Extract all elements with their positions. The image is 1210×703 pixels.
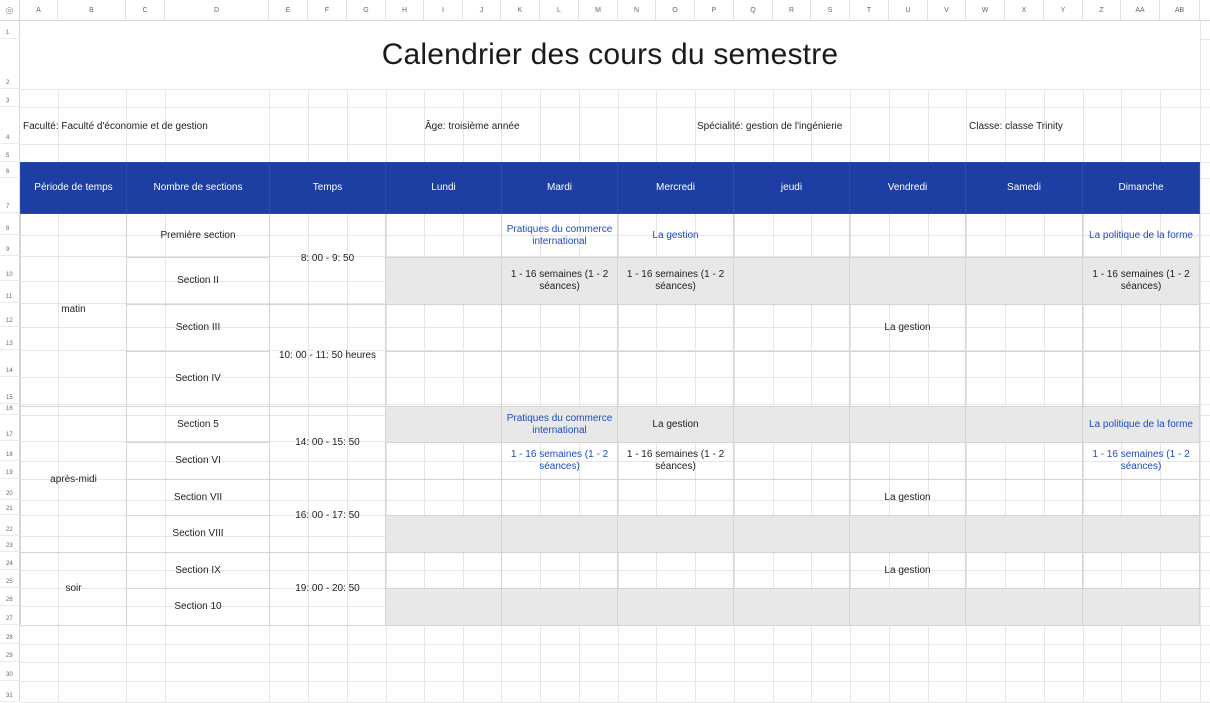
row-header-17[interactable]: 17 [0, 415, 20, 441]
row-header-22[interactable]: 22 [0, 515, 20, 536]
row-header-2[interactable]: 2 [0, 39, 20, 89]
header-friday[interactable]: Vendredi [850, 163, 966, 214]
course-cell[interactable]: Pratiques du commerce international [502, 407, 618, 443]
row-header-28[interactable]: 28 [0, 625, 20, 644]
cell[interactable] [1083, 516, 1200, 553]
cell[interactable] [502, 305, 618, 352]
header-period[interactable]: Période de temps [21, 163, 127, 214]
cell[interactable] [966, 258, 1083, 305]
select-all-corner[interactable]: ◎ [0, 0, 20, 21]
grid-line [20, 107, 1210, 108]
column-header-w[interactable]: W [966, 0, 1005, 21]
header-sections[interactable]: Nombre de sections [127, 163, 270, 214]
time-cell[interactable]: 10: 00 - 11: 50 heures [270, 305, 386, 407]
cell[interactable] [618, 305, 734, 352]
cell[interactable] [502, 589, 618, 626]
cell[interactable] [850, 516, 966, 553]
row-header-15[interactable]: 15 [0, 377, 20, 404]
course-cell[interactable]: La gestion [850, 553, 966, 589]
grid-line [20, 144, 1210, 145]
row-header-5[interactable]: 5 [0, 144, 20, 162]
column-header-m[interactable]: M [579, 0, 618, 21]
column-header-r[interactable]: R [773, 0, 811, 21]
section-cell[interactable]: Section 10 [127, 589, 270, 626]
row-header-26[interactable]: 26 [0, 588, 20, 606]
row-header-bar [0, 21, 20, 702]
cell[interactable] [1083, 589, 1200, 626]
row-header-18[interactable]: 18 [0, 441, 20, 461]
column-header-y[interactable]: Y [1044, 0, 1083, 21]
row-header-19[interactable]: 19 [0, 461, 20, 479]
cell[interactable] [734, 553, 850, 589]
cell[interactable] [850, 589, 966, 626]
class-info: Classe: classe Trinity [969, 121, 1063, 132]
cell[interactable] [966, 407, 1083, 443]
cell[interactable] [734, 516, 850, 553]
column-header-aa[interactable]: AA [1121, 0, 1160, 21]
table-row [21, 443, 1200, 480]
row-header-8[interactable]: 8 [0, 213, 20, 235]
table-row [21, 589, 1200, 626]
weeks-cell[interactable]: 1 - 16 semaines (1 - 2 séances) [1083, 443, 1200, 480]
column-header-a[interactable]: A [20, 0, 58, 21]
cell[interactable] [966, 352, 1083, 407]
row-header-9[interactable]: 9 [0, 235, 20, 256]
section-cell[interactable]: Section IV [127, 352, 270, 407]
table-row [21, 352, 1200, 407]
time-cell[interactable]: 8: 00 - 9: 50 [270, 214, 386, 305]
course-cell[interactable]: La politique de la forme [1083, 407, 1200, 443]
weeks-cell[interactable]: 1 - 16 semaines (1 - 2 séances) [618, 258, 734, 305]
cell[interactable] [502, 480, 618, 516]
column-header-u[interactable]: U [889, 0, 928, 21]
section-cell[interactable]: Section VII [127, 480, 270, 516]
cell[interactable] [734, 407, 850, 443]
cell[interactable] [850, 352, 966, 407]
row-header-16[interactable]: 16 [0, 404, 20, 415]
grid-line [20, 89, 1210, 90]
row-header-21[interactable]: 21 [0, 500, 20, 515]
cell[interactable] [386, 214, 502, 258]
time-cell[interactable]: 14: 00 - 15: 50 [270, 407, 386, 480]
weeks-cell[interactable]: 1 - 16 semaines (1 - 2 séances) [618, 443, 734, 480]
cell[interactable] [1083, 480, 1200, 516]
column-header-h[interactable]: H [386, 0, 424, 21]
cell[interactable] [734, 480, 850, 516]
column-header-q[interactable]: Q [734, 0, 773, 21]
row-header-23[interactable]: 23 [0, 536, 20, 552]
weeks-cell[interactable]: 1 - 16 semaines (1 - 2 séances) [502, 258, 618, 305]
row-header-25[interactable]: 25 [0, 570, 20, 588]
column-header-i[interactable]: I [424, 0, 463, 21]
cell[interactable] [618, 480, 734, 516]
table-row [21, 516, 1200, 553]
table-row [21, 553, 1200, 589]
cell[interactable] [618, 589, 734, 626]
cell[interactable] [966, 305, 1083, 352]
row-header-29[interactable]: 29 [0, 644, 20, 662]
cell[interactable] [966, 480, 1083, 516]
cell[interactable] [1083, 352, 1200, 407]
period-afternoon[interactable]: après-midi [21, 407, 127, 553]
cell[interactable] [386, 589, 502, 626]
cell[interactable] [386, 352, 502, 407]
section-cell[interactable]: Section VIII [127, 516, 270, 553]
cell[interactable] [850, 443, 966, 480]
cell[interactable] [502, 516, 618, 553]
course-cell[interactable]: La gestion [850, 480, 966, 516]
header-sunday[interactable]: Dimanche [1083, 163, 1200, 214]
column-header-c[interactable]: C [126, 0, 165, 21]
table-row [21, 214, 1200, 258]
weeks-cell[interactable]: 1 - 16 semaines (1 - 2 séances) [1083, 258, 1200, 305]
grid-line [20, 644, 1210, 645]
column-header-t[interactable]: T [850, 0, 889, 21]
section-cell[interactable]: Section III [127, 305, 270, 352]
age-info: Âge: troisième année [425, 121, 520, 132]
cell[interactable] [386, 407, 502, 443]
cell[interactable] [734, 443, 850, 480]
cell[interactable] [502, 352, 618, 407]
column-header-b[interactable]: B [58, 0, 126, 21]
column-header-e[interactable]: E [269, 0, 308, 21]
cell[interactable] [386, 553, 502, 589]
cell[interactable] [966, 443, 1083, 480]
column-header-n[interactable]: N [618, 0, 656, 21]
row-header-31[interactable]: 31 [0, 681, 20, 702]
row-header-10[interactable]: 10 [0, 256, 20, 281]
cell[interactable] [618, 553, 734, 589]
faculty-info: Faculté: Faculté d'économie et de gestion [23, 121, 208, 132]
section-cell[interactable]: Première section [127, 214, 270, 258]
cell[interactable] [966, 589, 1083, 626]
cell[interactable] [1083, 305, 1200, 352]
cell[interactable] [850, 258, 966, 305]
cell[interactable] [386, 480, 502, 516]
time-cell[interactable]: 16: 00 - 17: 50 [270, 480, 386, 553]
row-header-1[interactable]: 1 [0, 21, 20, 39]
cell[interactable] [850, 214, 966, 258]
row-header-20[interactable]: 20 [0, 479, 20, 500]
cell[interactable] [966, 214, 1083, 258]
specialty-info: Spécialité: gestion de l'ingénierie [697, 121, 843, 132]
header-thursday[interactable]: jeudi [734, 163, 850, 214]
course-cell[interactable]: La politique de la forme [1083, 214, 1200, 258]
period-morning[interactable]: matin [21, 214, 127, 407]
cell[interactable] [618, 516, 734, 553]
cell[interactable] [386, 516, 502, 553]
cell[interactable] [734, 305, 850, 352]
cell[interactable] [386, 258, 502, 305]
table-row [21, 258, 1200, 305]
section-cell[interactable]: Section IX [127, 553, 270, 589]
column-header-l[interactable]: L [540, 0, 579, 21]
cell[interactable] [966, 516, 1083, 553]
header-monday[interactable]: Lundi [386, 163, 502, 214]
weeks-cell[interactable]: 1 - 16 semaines (1 - 2 séances) [502, 443, 618, 480]
column-header-d[interactable]: D [165, 0, 269, 21]
cell[interactable] [734, 589, 850, 626]
page-title: Calendrier des cours du semestre [381, 38, 839, 71]
header-time[interactable]: Temps [270, 163, 386, 214]
section-cell[interactable]: Section VI [127, 443, 270, 480]
time-cell[interactable]: 19: 00 - 20: 50 [270, 553, 386, 626]
column-header-ab[interactable]: AB [1160, 0, 1200, 21]
section-cell[interactable]: Section 5 [127, 407, 270, 443]
table-row [21, 305, 1200, 352]
column-header-k[interactable]: K [501, 0, 540, 21]
schedule-table [20, 162, 1200, 626]
row-header-4[interactable]: 4 [0, 107, 20, 144]
column-header-v[interactable]: V [928, 0, 966, 21]
row-header-7[interactable]: 7 [0, 178, 20, 213]
table-row [21, 480, 1200, 516]
column-header-o[interactable]: O [656, 0, 695, 21]
cell[interactable] [966, 553, 1083, 589]
column-header-s[interactable]: S [811, 0, 850, 21]
row-header-13[interactable]: 13 [0, 327, 20, 350]
column-header-x[interactable]: X [1005, 0, 1044, 21]
row-header-14[interactable]: 14 [0, 350, 20, 377]
period-evening[interactable]: soir [21, 553, 127, 626]
cell[interactable] [850, 407, 966, 443]
cell[interactable] [1083, 553, 1200, 589]
column-header-p[interactable]: P [695, 0, 734, 21]
column-header-z[interactable]: Z [1083, 0, 1121, 21]
row-header-30[interactable]: 30 [0, 662, 20, 681]
cell[interactable] [502, 553, 618, 589]
row-header-24[interactable]: 24 [0, 552, 20, 570]
column-header-j[interactable]: J [463, 0, 501, 21]
table-row [21, 407, 1200, 443]
row-header-27[interactable]: 27 [0, 606, 20, 625]
cell[interactable] [386, 443, 502, 480]
row-header-11[interactable]: 11 [0, 281, 20, 303]
cell[interactable] [618, 352, 734, 407]
grid-line [20, 681, 1210, 682]
row-header-6[interactable]: 6 [0, 162, 20, 178]
header-tuesday[interactable]: Mardi [502, 163, 618, 214]
cell[interactable] [734, 352, 850, 407]
grid-line [1200, 21, 1201, 702]
course-cell[interactable]: Pratiques du commerce international [502, 214, 618, 258]
column-header-f[interactable]: F [308, 0, 347, 21]
row-header-3[interactable]: 3 [0, 89, 20, 107]
column-header-g[interactable]: G [347, 0, 386, 21]
course-cell[interactable]: La gestion [618, 407, 734, 443]
cell[interactable] [386, 305, 502, 352]
course-cell[interactable]: La gestion [850, 305, 966, 352]
grid-line [20, 662, 1210, 663]
section-cell[interactable]: Section II [127, 258, 270, 305]
header-saturday[interactable]: Samedi [966, 163, 1083, 214]
cell[interactable] [734, 214, 850, 258]
row-header-12[interactable]: 12 [0, 303, 20, 327]
cell[interactable] [734, 258, 850, 305]
course-cell[interactable]: La gestion [618, 214, 734, 258]
header-wednesday[interactable]: Mercredi [618, 163, 734, 214]
